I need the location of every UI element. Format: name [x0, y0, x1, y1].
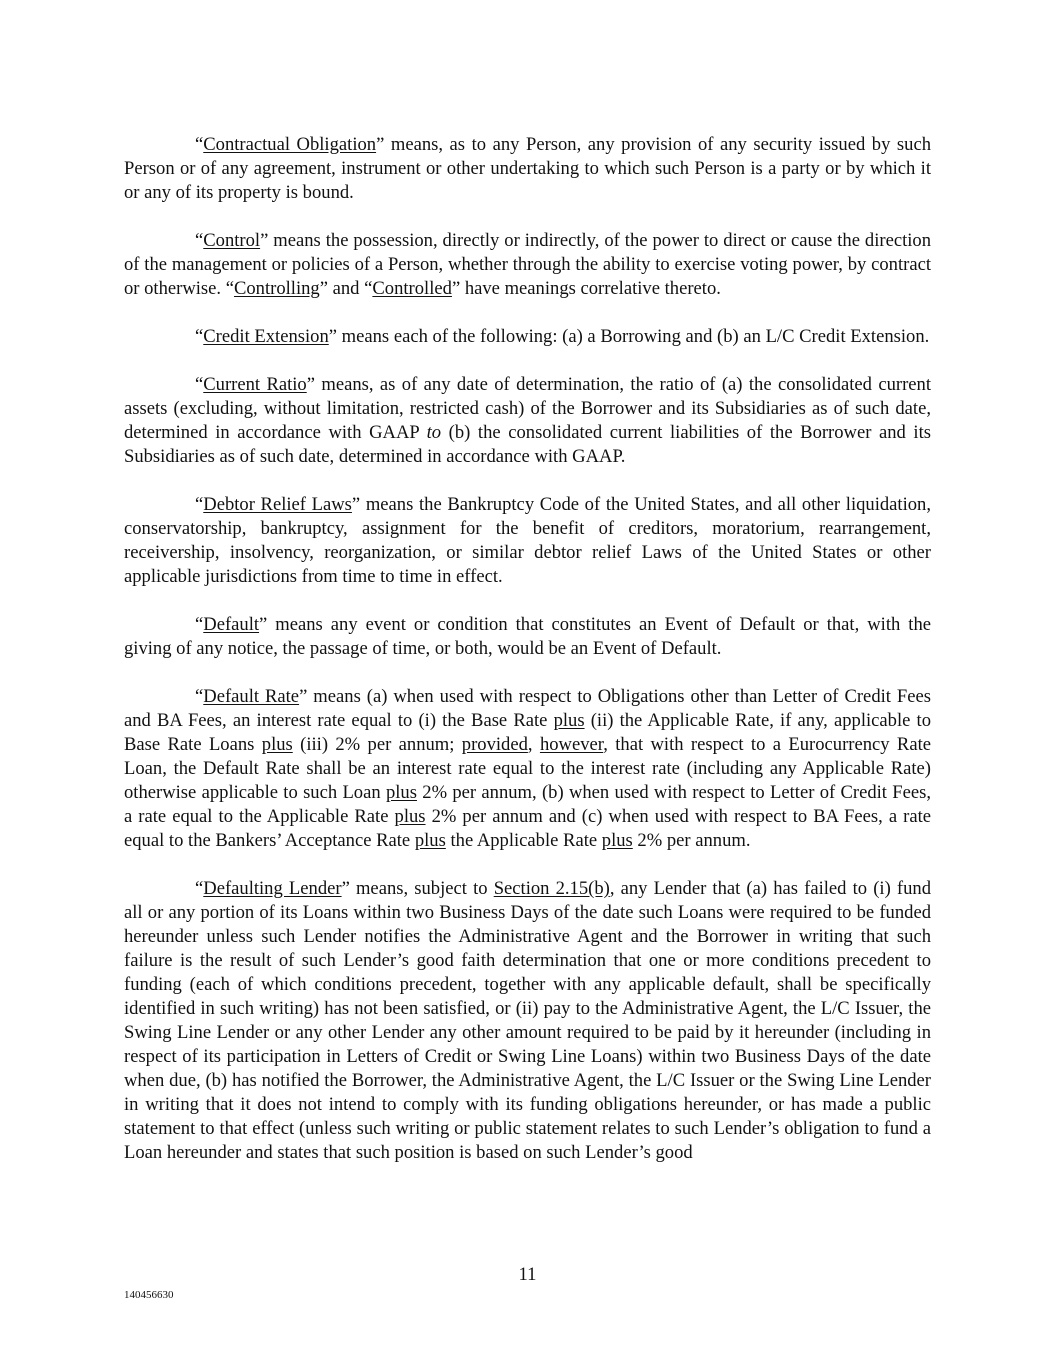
- definition-text: ,: [527, 734, 540, 755]
- definition-default: [124, 613, 931, 661]
- definition-text: ” means, subject to: [341, 878, 494, 899]
- defined-term: plus: [394, 806, 426, 827]
- definition-text: “: [195, 374, 204, 395]
- defined-term: Section 2.15(b): [493, 878, 610, 899]
- definition-contractual-obligation: [124, 133, 931, 205]
- defined-term: Contractual Obligation: [203, 134, 377, 155]
- definition-text: ” means each of the following: (a) a Borrowing and (b) an L/C Credit Extension.: [328, 326, 930, 347]
- definition-text: ” have meanings correlative thereto.: [451, 278, 721, 299]
- defined-term: Controlling: [233, 278, 320, 299]
- definition-text: 2% per annum and (c) when used with respect to BA Fees, a rate equal to the Bankers’ Acceptance Rate: [124, 806, 931, 851]
- defined-term: however: [539, 734, 604, 755]
- defined-term: plus: [553, 710, 585, 731]
- defined-term: Controlled: [372, 278, 452, 299]
- definition-text: 2% per annum.: [632, 830, 751, 851]
- definition-text: “: [195, 686, 204, 707]
- definition-text: (b) the consolidated current liabilities of the Borrower and its Subsidiaries as of such date, determined in accordance with GAAP.: [124, 422, 931, 467]
- defined-term: plus: [601, 830, 633, 851]
- definition-text: “: [195, 326, 204, 347]
- definition-text: “: [195, 134, 204, 155]
- definition-credit-extension: [124, 325, 931, 349]
- definition-text: “: [195, 614, 204, 635]
- definition-text: , any Lender that (a) has failed to (i) fund all or any portion of its Loans within two Business Days of the date such Loans were required to be funded hereunder unless such Lender notifies the Administrative Agent and the Borrower in writing that such failure is the result of such Lender’s good faith determination that one or more conditions precedent to funding (each of which conditions precedent, together with any applicable default, shall be specifically identified in such writing) has not been satisfied, or (ii) pay to the Administrative Agent, the L/C Issuer, the Swing Line Lender or any other Lender any other amount required to be paid by it hereunder (including in respect of its participation in Letters of Credit or Swing Line Loans) within two Business Days of the date when due, (b) has notified the Borrower, the Administrative Agent, the L/C Issuer or the Swing Line Lender in writing that it does not intend to comply with its funding obligations hereunder, or has made a public statement to that effect (unless such writing or public statement relates to such Lender’s obligation to fund a Loan hereunder and states that such position is based on such Lender’s good: [124, 878, 931, 1163]
- defined-term: provided: [461, 734, 528, 755]
- defined-term: Credit Extension: [203, 326, 329, 347]
- definition-text: “: [195, 230, 204, 251]
- definition-text: the Applicable Rate: [445, 830, 602, 851]
- defined-term: Default Rate: [203, 686, 300, 707]
- definition-text: (iii) 2% per annum;: [292, 734, 462, 755]
- definition-text: “: [195, 878, 204, 899]
- definition-debtor-relief-laws: [124, 493, 931, 589]
- defined-term: Current Ratio: [203, 374, 307, 395]
- definition-text: 2% per annum, (b) when used with respect to Letter of Credit Fees, a rate equal to the Applicable Rate: [124, 782, 931, 827]
- definition-text: (ii) the Applicable Rate, if any, applicable to Base Rate Loans: [124, 710, 931, 755]
- defined-term: Defaulting Lender: [203, 878, 342, 899]
- document-body: [124, 133, 931, 1189]
- definition-default-rate: [124, 685, 931, 853]
- defined-term: Control: [203, 230, 261, 251]
- definition-text: ” and “: [319, 278, 373, 299]
- defined-term: plus: [385, 782, 417, 803]
- definition-text: ” means, as of any date of determination, the ratio of (a) the consolidated current assets (excluding, without limitation, restricted cash) of the Borrower and its Subsidiaries as of such date, determined in accordance with GAAP: [124, 374, 931, 443]
- definition-text: ” means any event or condition that constitutes an Event of Default or that, with the giving of any notice, the passage of time, or both, would be an Event of Default.: [124, 614, 931, 659]
- defined-term: Default: [203, 614, 260, 635]
- italic-text: to: [426, 422, 442, 443]
- definition-current-ratio: [124, 373, 931, 469]
- definition-text: ” means, as to any Person, any provision of any security issued by such Person or of any agreement, instrument or other undertaking to which such Person is a party or by which it or any of its property is bound.: [124, 134, 931, 203]
- defined-term: plus: [261, 734, 293, 755]
- defined-term: Debtor Relief Laws: [203, 494, 352, 515]
- definition-text: ” means the possession, directly or indirectly, of the power to direct or cause the direction of the management or policies of a Person, whether through the ability to exercise voting power, by contract or otherwise. “: [124, 230, 931, 299]
- definition-text: “: [195, 494, 204, 515]
- definition-text: ” means the Bankruptcy Code of the United States, and all other liquidation, conservatorship, bankruptcy, assignment for the benefit of creditors, moratorium, rearrangement, receivership, insolvency, reorganization, or similar debtor relief Laws of the United States or other applicable jurisdictions from time to time in effect.: [124, 494, 931, 587]
- definition-defaulting-lender: [124, 877, 931, 1165]
- page-number: 11: [518, 1264, 537, 1285]
- definition-text: ” means (a) when used with respect to Obligations other than Letter of Credit Fees and BA Fees, an interest rate equal to (i) the Base Rate: [124, 686, 931, 731]
- definition-control: [124, 229, 931, 301]
- document-id: 140456630: [124, 1289, 174, 1301]
- definition-text: , that with respect to a Eurocurrency Rate Loan, the Default Rate shall be an interest rate equal to the interest rate (including any Applicable Rate) otherwise applicable to such Loan: [124, 734, 931, 803]
- defined-term: plus: [414, 830, 446, 851]
